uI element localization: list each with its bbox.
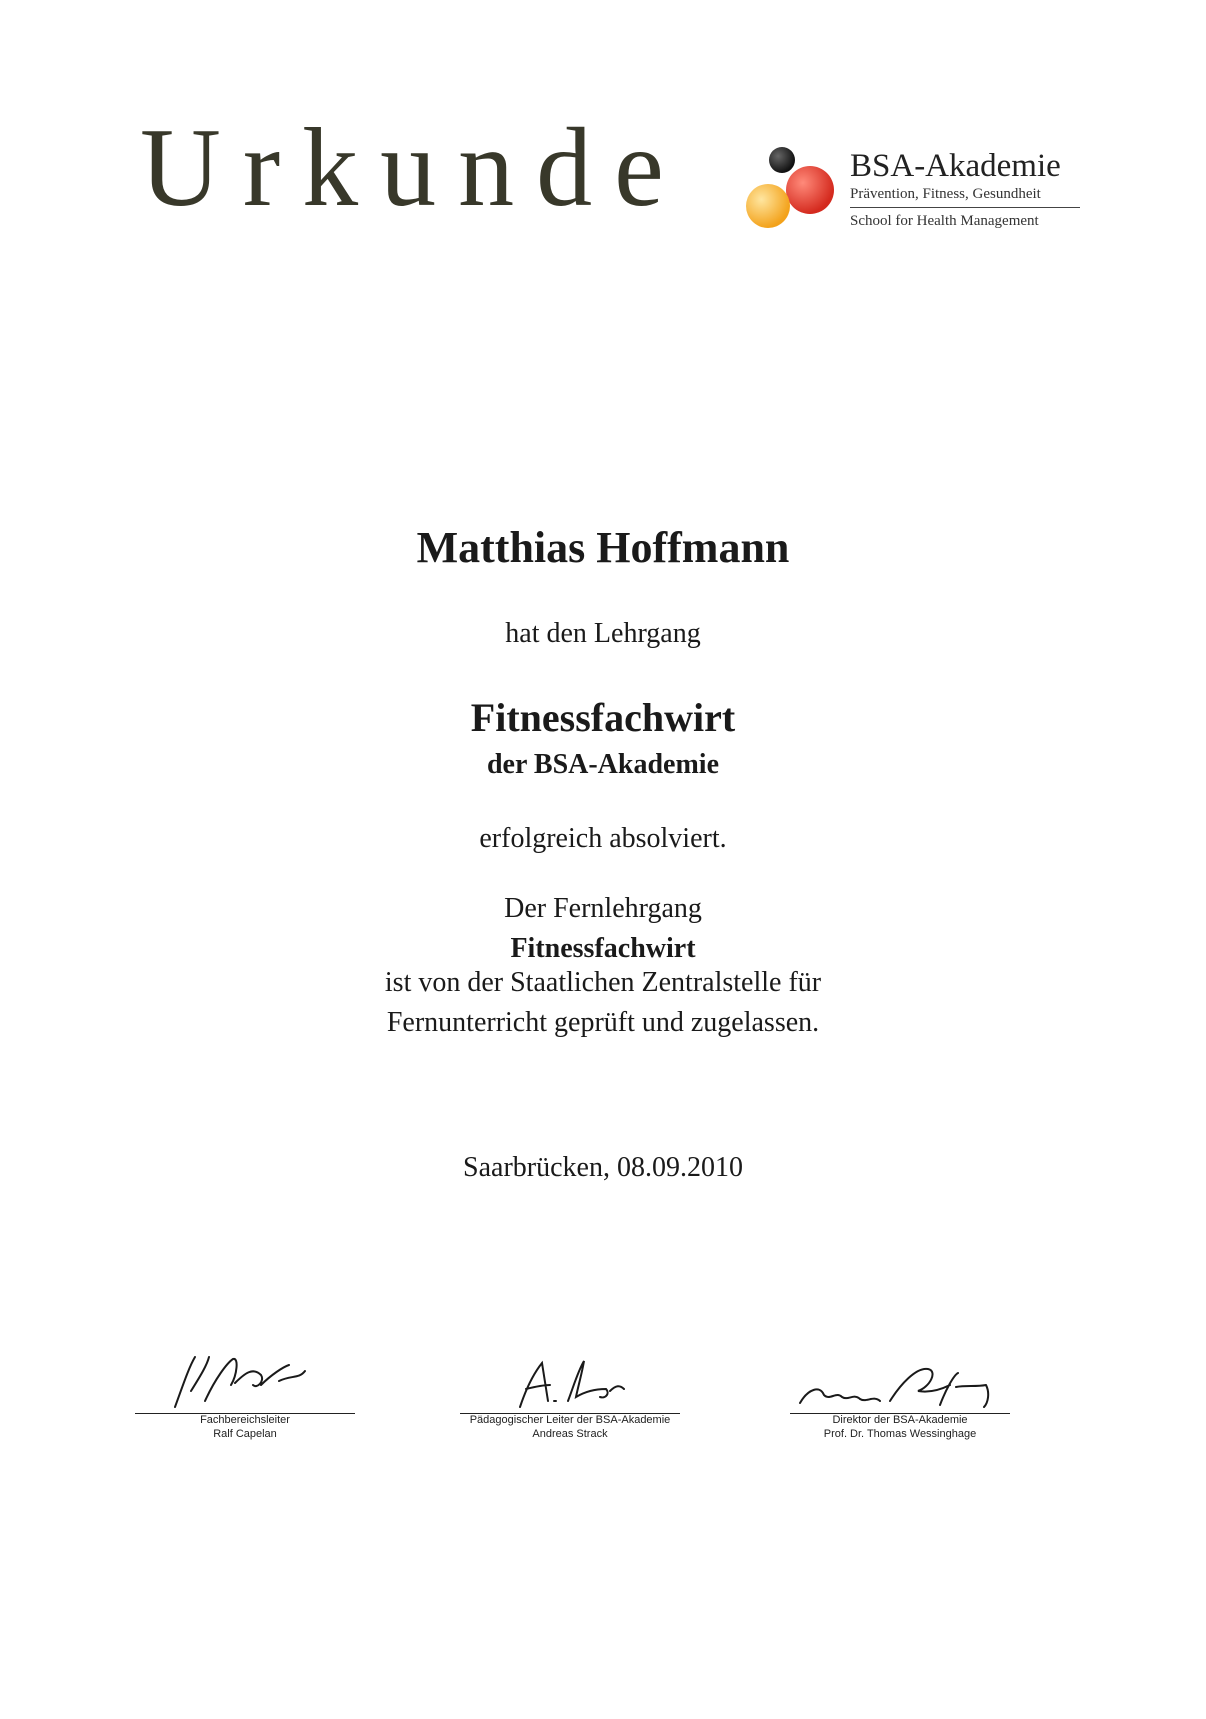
signature-3-icon <box>790 1345 1010 1413</box>
place-date: Saarbrücken, 08.09.2010 <box>463 1152 743 1183</box>
signature-3-role: Direktor der BSA-Akademie <box>832 1414 968 1426</box>
black-ball-icon <box>769 147 795 173</box>
course-name: Fitnessfachwirt <box>470 695 736 740</box>
logo-subtitle: School for Health Management <box>850 213 1039 229</box>
signature-1-name: Ralf Capelan <box>213 1427 277 1440</box>
logo-balls-icon <box>740 140 840 240</box>
bsa-logo <box>740 140 1080 250</box>
approval-line-3: Fernunterricht geprüft und zugelassen. <box>386 1007 820 1038</box>
signature-2-role: Pädagogischer Leiter der BSA-Akademie <box>469 1414 671 1426</box>
completed-text: erfolgreich absolviert. <box>479 823 727 854</box>
intro-text: hat den Lehrgang <box>505 618 701 649</box>
course-provider: der BSA-Akademie <box>486 749 720 780</box>
signature-block-3 <box>790 1345 1010 1442</box>
red-ball-icon <box>786 166 834 214</box>
signature-1-role: Fachbereichsleiter <box>200 1414 290 1426</box>
signature-3-name: Prof. Dr. Thomas Wessinghage <box>823 1427 977 1440</box>
signature-block-1 <box>135 1345 355 1442</box>
orange-ball-icon <box>746 184 790 228</box>
approval-line-2: ist von der Staatlichen Zentralstelle für <box>384 967 822 998</box>
logo-tagline: Prävention, Fitness, Gesundheit <box>850 186 1080 208</box>
logo-name: BSA-Akademie <box>850 148 1061 184</box>
recipient-name: Matthias Hoffmann <box>416 523 790 572</box>
signature-2-name: Andreas Strack <box>532 1427 608 1440</box>
signature-1-icon <box>135 1345 355 1413</box>
signature-block-2 <box>460 1345 680 1442</box>
signature-2-icon <box>460 1345 680 1413</box>
approval-line-1: Der Fernlehrgang <box>504 893 702 924</box>
certificate-title: Urkunde <box>140 106 686 230</box>
approval-course: Fitnessfachwirt <box>510 933 696 964</box>
